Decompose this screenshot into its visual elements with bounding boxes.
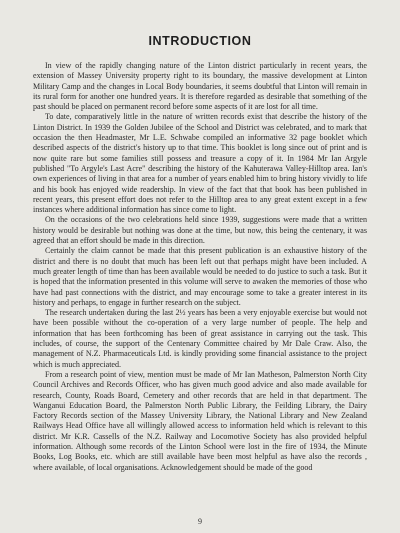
paragraph: On the occasions of the two celebrations held since 1939, suggestions were made that a written history would be desirable but nothing was done at the time, but now, this being the centenary, it was agreed that an effort should be made in this direction. <box>33 215 367 246</box>
page-number: 9 <box>198 517 202 526</box>
paragraph: To date, comparatively little in the nature of written records exist that describe the history of the Linton District. In 1939 the Golden Jubilee of the School and District was celebrated, and to mark that occasion the then Headmaster, Mr L.E. Schwabe compiled an informative 32 page booklet which described aspects of the district's history up to that time. This booklet is long since out of print and is now quite rare but some families still possess and treasure a copy of it. In 1984 Mr Ian Argyle published "To Argyle's Last Acre" describing the history of the Kahuterawa Valley-Hilltop area. Ian's own experiences of living in that area for a number of years enabled him to bring history vividly to life and his book has enjoyed wide readership. In view of the fact that that book has been published in recent years, this present effort does not refer to the Hilltop area to any great extent except in a few instances where additional information has since come to light. <box>33 112 367 215</box>
page-title: INTRODUCTION <box>148 34 252 48</box>
paragraph: Certainly the claim cannot be made that this present publication is an exhaustive history of the district and there is no doubt that much has been left out that perhaps might have been included. A much greater length of time than has been available would be needed to do justice to such a task. But it is hoped that the information presented in this volume will serve to awaken the memories of those who have had past connections with the district, and may encourage some to take a greater interest in its history and perhaps, to engage in further research on the subject. <box>33 246 367 307</box>
paragraph: From a research point of view, mention must be made of Mr Ian Matheson, Palmerston North City Council Archives and Records Officer, who has given much good advice and also made available for research, County, Roads Board, Cemetery and other records that are held in that department. The Wanganui Education Board, the Palmerston North Public Library, the Feilding Library, the Dairy Factory Records section of the Massey University Library, the National Library and New Zealand Railways Head Office have all willingly allowed access to information held which is relevant to this district. Mr K.R. Cassells of the N.Z. Railway and Locomotive Society has also provided helpful information. Although some records of the Linton School were lost in the fire of 1934, the Minute Books, Log Books, etc. which are still available have been most helpful as have also the records , where available, of local organisations. Acknowledgement should be made of the good <box>33 369 367 472</box>
body-text <box>33 61 367 473</box>
paragraph: In view of the rapidly changing nature of the Linton district particularly in recent years, the extension of Massey University property right to its boundary, the massive development at Linton Military Camp and the changes in Local Body boundaries, it seems doubtful that Linton will remain in its rural form for another one hundred years. It is therefore regarded as desirable that something of the past should be placed on permanent record before some aspects of it are lost for all time. <box>33 61 367 112</box>
paragraph: The research undertaken during the last 2½ years has been a very enjoyable exercise but would not have been possible without the co-operation of a very large number of people. The help and information that has been forthcoming has been of great assistance in carrying out the task. This includes, of course, the support of the Centenary Committee chaired by Mr Dale Craw. Also, the management of N.Z. Pharmaceuticals Ltd. is kindly providing some financial assistance to the project which is much appreciated. <box>33 308 367 369</box>
